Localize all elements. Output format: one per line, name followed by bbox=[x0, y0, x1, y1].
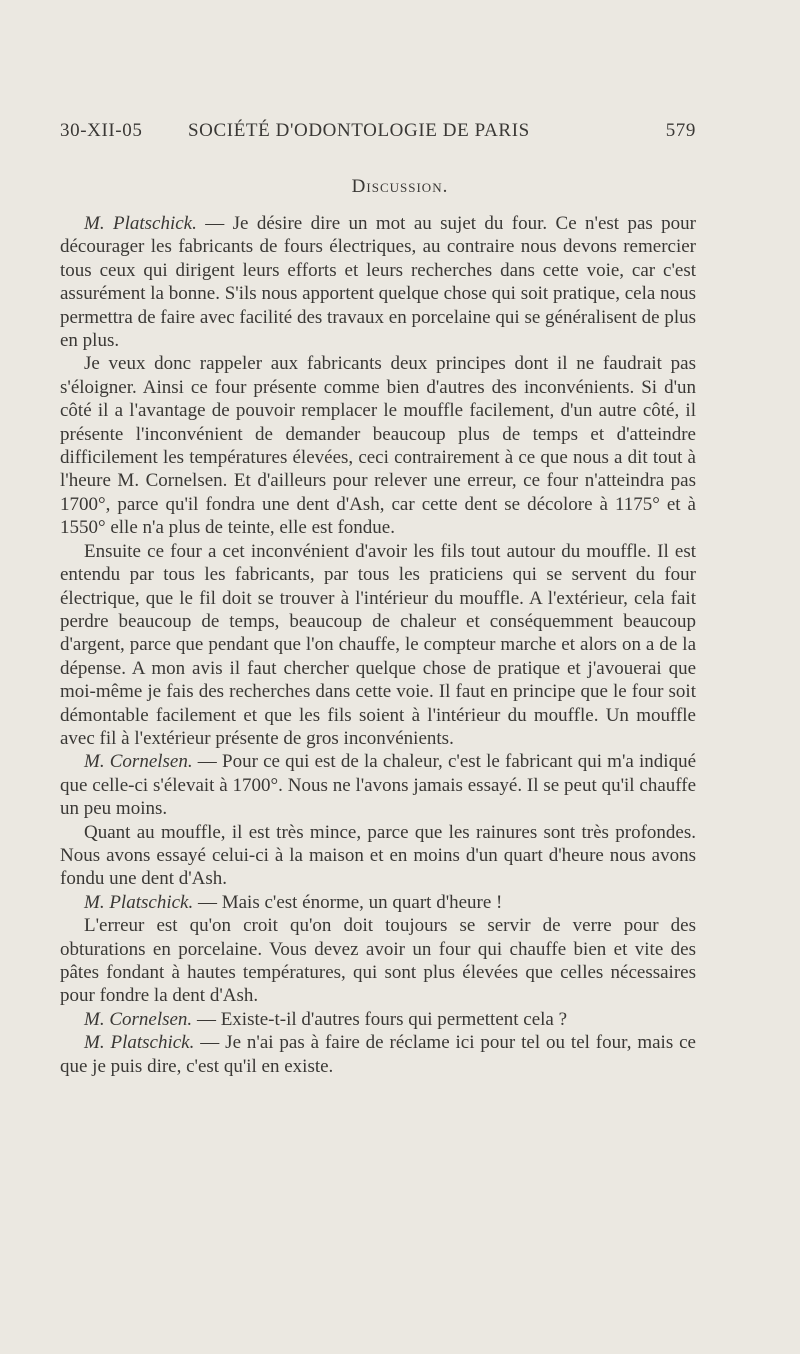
speaker-name: M. Cornelsen. bbox=[84, 1008, 193, 1030]
section-title: Discussion. bbox=[351, 176, 449, 197]
discussion-text bbox=[60, 212, 696, 1078]
paragraph bbox=[60, 750, 696, 820]
paragraph-text: Quant au mouffle, il est très mince, parce que les rainures sont très profondes. Nous avons essayé celui-ci à la maison et en moins d'un quart d'heure nous avons fondu une dent d'Ash. bbox=[60, 821, 696, 890]
page-number: 579 bbox=[665, 120, 696, 141]
paragraph-text: — Existe-t-il d'autres fours qui permettent cela ? bbox=[192, 1008, 568, 1030]
paragraph-text: Ensuite ce four a cet inconvénient d'avoir les fils tout autour du mouffle. Il est entendu par tous les fabricants, par tous les praticiens qui se servent du four électrique, que le fil doit se trouver à l'intérieur du mouffle. A l'extérieur, cela fait perdre beaucoup de temps, beaucoup de chaleur et conséquemment beaucoup d'argent, parce que pendant que l'on chauffe, le compteur marche et alors on a de la dépense. A mon avis il faut chercher quelque chose de pratique et j'avouerai que moi-même je fais des recherches dans cette voie. Il faut en principe que le four soit démontable facilement et que les fils soient à l'intérieur du mouffle. Un mouffle avec fil à l'extérieur présente de gros inconvénients. bbox=[60, 540, 696, 749]
paragraph bbox=[60, 1008, 696, 1031]
paragraph bbox=[60, 352, 696, 539]
speaker-name: M. Platschick. bbox=[84, 1032, 195, 1054]
paragraph bbox=[60, 540, 696, 751]
paragraph-text: — Mais c'est énorme, un quart d'heure ! bbox=[193, 891, 503, 913]
header-journal: SOCIÉTÉ D'ODONTOLOGIE DE PARIS bbox=[188, 120, 530, 141]
paragraph-text: — Je n'ai pas à faire de réclame ici pour tel ou tel four, mais ce que je puis dire, c'est qu'il en existe. bbox=[60, 1032, 696, 1077]
speaker-name: M. Platschick. bbox=[84, 891, 194, 913]
paragraph bbox=[60, 1031, 696, 1078]
paragraph-text: — Je désire dire un mot au sujet du four. Ce n'est pas pour décourager les fabricants de fours électriques, au contraire nous devons remercier tous ceux qui dirigent leurs efforts et leurs recherches dans cette voie, car c'est assurément la bonne. S'ils nous apportent quelque chose qui soit pratique, cela nous permettra de faire avec facilité des travaux en porcelaine qui se généralisent de plus en plus. bbox=[60, 213, 696, 352]
paragraph bbox=[60, 891, 696, 914]
header-date: 30-XII-05 bbox=[60, 120, 143, 141]
speaker-name: M. Cornelsen. bbox=[84, 751, 193, 773]
paragraph bbox=[60, 914, 696, 1008]
speaker-name: M. Platschick. bbox=[84, 213, 197, 234]
paragraph-text: L'erreur est qu'on croit qu'on doit toujours se servir de verre pour des obturations en porcelaine. Vous devez avoir un four qui chauffe bien et vite des pâtes fondant à hautes températures, qui sont plus élevées que celles nécessaires pour fondre la dent d'Ash. bbox=[60, 915, 696, 1007]
paragraph-text: Je veux donc rappeler aux fabricants deux principes dont il ne faudrait pas s'éloigner. Ainsi ce four présente comme bien d'autres des inconvénients. Si d'un côté il a l'avantage de pouvoir remplacer le mouffle facilement, d'un autre côté, il présente l'inconvénient de demander beaucoup plus de temps et d'atteindre difficilement les températures élevées, ceci contrairement à ce que nous a dit tout à l'heure M. Cornelsen. Et d'ailleurs pour relever une erreur, ce four n'atteindra pas 1700°, parce qu'il fondra une dent d'Ash, car cette dent se décolore à 1175° et à 1550° elle n'a plus de teinte, elle est fondue. bbox=[60, 353, 696, 539]
paragraph-text: — Pour ce qui est de la chaleur, c'est le fabricant qui m'a indiqué que celle-ci s'élevait à 1700°. Nous ne l'avons jamais essayé. Il se peut qu'il chauffe un peu moins. bbox=[60, 751, 696, 820]
paragraph bbox=[60, 821, 696, 891]
paragraph bbox=[60, 212, 696, 352]
